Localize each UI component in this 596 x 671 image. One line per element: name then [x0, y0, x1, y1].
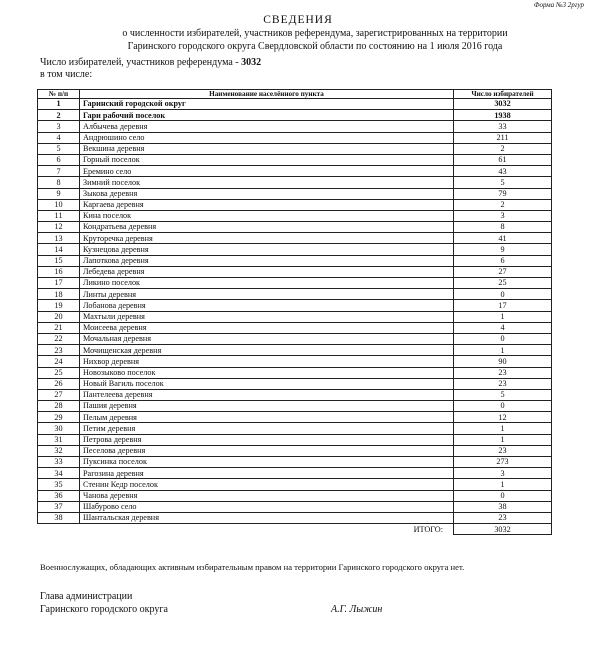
row-number: 31 [38, 434, 80, 445]
table-row [38, 110, 552, 121]
table-row [38, 222, 552, 233]
row-number: 36 [38, 490, 80, 501]
row-settlement: Махтыли деревня [80, 311, 454, 322]
row-number: 9 [38, 188, 80, 199]
row-voters: 27 [454, 266, 552, 277]
table-header-row [38, 90, 552, 99]
row-voters: 2 [454, 199, 552, 210]
total-voters-value: 3032 [241, 57, 262, 68]
row-settlement: Нихвор деревня [80, 356, 454, 367]
row-settlement: Кондратьева деревня [80, 222, 454, 233]
row-number: 25 [38, 367, 80, 378]
row-settlement: Песелова деревня [80, 445, 454, 456]
row-number: 29 [38, 412, 80, 423]
form-number: Форма №3 2ргур [533, 1, 584, 9]
military-note: Военнослужащих, обладающих активным избирательным правом на территории Гаринского городского округа нет. [40, 562, 465, 572]
row-number: 17 [38, 278, 80, 289]
row-number: 14 [38, 244, 80, 255]
table-row [38, 311, 552, 322]
table-row [38, 143, 552, 154]
row-number: 13 [38, 233, 80, 244]
row-settlement: Кузнецова деревня [80, 244, 454, 255]
row-voters: 41 [454, 233, 552, 244]
row-number: 37 [38, 501, 80, 512]
signer-name: А.Г. Лыжин [331, 604, 383, 615]
row-settlement: Андрюшино село [80, 132, 454, 143]
row-settlement: Линты деревня [80, 289, 454, 300]
row-voters: 23 [454, 445, 552, 456]
voters-table [37, 89, 552, 535]
table-row [38, 177, 552, 188]
row-number: 12 [38, 222, 80, 233]
table-row [38, 199, 552, 210]
row-number: 26 [38, 378, 80, 389]
table-row [38, 434, 552, 445]
row-settlement: Шантальская деревня [80, 512, 454, 523]
row-settlement: Новый Вагиль поселок [80, 378, 454, 389]
row-number: 27 [38, 389, 80, 400]
table-row [38, 378, 552, 389]
table-row [38, 289, 552, 300]
table-row [38, 255, 552, 266]
row-number: 16 [38, 266, 80, 277]
row-settlement: Албычева деревня [80, 121, 454, 132]
row-settlement: Чанова деревня [80, 490, 454, 501]
table-row [38, 322, 552, 333]
total-voters-line [40, 57, 261, 68]
row-number: 32 [38, 445, 80, 456]
row-number: 34 [38, 468, 80, 479]
row-voters: 25 [454, 278, 552, 289]
row-number: 3 [38, 121, 80, 132]
table-row [38, 210, 552, 221]
row-settlement: Стенин Кедр поселок [80, 479, 454, 490]
row-voters: 1 [454, 479, 552, 490]
row-voters: 4 [454, 322, 552, 333]
row-voters: 273 [454, 457, 552, 468]
table-row [38, 356, 552, 367]
row-number: 18 [38, 289, 80, 300]
row-voters: 17 [454, 300, 552, 311]
row-settlement: Гари рабочий поселок [80, 110, 454, 121]
row-voters: 38 [454, 501, 552, 512]
table-row [38, 345, 552, 356]
row-settlement: Мочищенская деревня [80, 345, 454, 356]
row-settlement: Пантелеева деревня [80, 389, 454, 400]
row-settlement: Петим деревня [80, 423, 454, 434]
row-settlement: Круторечка деревня [80, 233, 454, 244]
row-voters: 211 [454, 132, 552, 143]
row-voters: 23 [454, 512, 552, 523]
table-row [38, 132, 552, 143]
row-settlement: Пашия деревня [80, 401, 454, 412]
row-settlement: Рагозина деревня [80, 468, 454, 479]
table-row [38, 445, 552, 456]
header-settlement: Наименование населённого пункта [80, 90, 454, 99]
row-voters: 79 [454, 188, 552, 199]
row-settlement: Каргаева деревня [80, 199, 454, 210]
row-number: 28 [38, 401, 80, 412]
row-settlement: Ликино поселок [80, 278, 454, 289]
row-number: 1 [38, 99, 80, 110]
row-number: 38 [38, 512, 80, 523]
row-voters: 0 [454, 490, 552, 501]
table-row [38, 333, 552, 344]
row-voters: 61 [454, 154, 552, 165]
table-row [38, 166, 552, 177]
row-voters: 1 [454, 423, 552, 434]
row-settlement: Лапоткова деревня [80, 255, 454, 266]
row-number: 21 [38, 322, 80, 333]
table-row [38, 468, 552, 479]
row-settlement: Лобанова деревня [80, 300, 454, 311]
row-number: 24 [38, 356, 80, 367]
row-number: 10 [38, 199, 80, 210]
row-settlement: Лебедева деревня [80, 266, 454, 277]
row-settlement: Кина поселок [80, 210, 454, 221]
table-row [38, 412, 552, 423]
row-voters: 1 [454, 345, 552, 356]
row-voters: 0 [454, 333, 552, 344]
row-number: 6 [38, 154, 80, 165]
table-total-row [38, 524, 552, 535]
header-number: № п/п [38, 90, 80, 99]
row-settlement: Зыкова деревня [80, 188, 454, 199]
row-voters: 23 [454, 367, 552, 378]
row-number: 19 [38, 300, 80, 311]
row-voters: 3032 [454, 99, 552, 110]
row-number: 15 [38, 255, 80, 266]
row-voters: 5 [454, 389, 552, 400]
row-settlement: Петрова деревня [80, 434, 454, 445]
row-number: 20 [38, 311, 80, 322]
table-row [38, 512, 552, 523]
row-settlement: Еремино село [80, 166, 454, 177]
table-row [38, 99, 552, 110]
table-row [38, 423, 552, 434]
table-row [38, 121, 552, 132]
row-voters: 1 [454, 434, 552, 445]
document-subtitle: о численности избирателей, участников референдума, зарегистрированных на территории Гаринского городского округа Свердловской области по состоянию на 1 июля 2016 года [122, 28, 508, 52]
row-voters: 1938 [454, 110, 552, 121]
row-settlement: Новозыково поселок [80, 367, 454, 378]
row-voters: 0 [454, 289, 552, 300]
table-row [38, 233, 552, 244]
row-number: 2 [38, 110, 80, 121]
row-number: 30 [38, 423, 80, 434]
row-voters: 23 [454, 378, 552, 389]
total-blank-cell [38, 524, 80, 535]
row-number: 11 [38, 210, 80, 221]
row-settlement: Мочальная деревня [80, 333, 454, 344]
table-row [38, 278, 552, 289]
table-row [38, 389, 552, 400]
row-number: 8 [38, 177, 80, 188]
row-number: 23 [38, 345, 80, 356]
table-row [38, 501, 552, 512]
table-row [38, 457, 552, 468]
row-voters: 3 [454, 468, 552, 479]
row-settlement: Гаринский городской округ [80, 99, 454, 110]
row-number: 33 [38, 457, 80, 468]
row-settlement: Пелым деревня [80, 412, 454, 423]
signature-title-line2: Гаринского городского округа [40, 604, 168, 615]
row-voters: 6 [454, 255, 552, 266]
row-number: 5 [38, 143, 80, 154]
row-voters: 12 [454, 412, 552, 423]
row-voters: 8 [454, 222, 552, 233]
table-row [38, 244, 552, 255]
total-label: ИТОГО: [80, 524, 454, 535]
row-voters: 9 [454, 244, 552, 255]
row-settlement: Зимний поселок [80, 177, 454, 188]
row-number: 4 [38, 132, 80, 143]
including-label: в том числе: [40, 69, 93, 80]
total-voters-label: Число избирателей, участников референдума - [40, 57, 242, 68]
table-row [38, 188, 552, 199]
row-voters: 3 [454, 210, 552, 221]
table-row [38, 401, 552, 412]
row-voters: 90 [454, 356, 552, 367]
row-voters: 1 [454, 311, 552, 322]
document-title: СВЕДЕНИЯ [263, 14, 333, 26]
signature-title-line1: Глава администрации [40, 591, 133, 602]
total-value: 3032 [454, 524, 552, 535]
row-settlement: Горный поселок [80, 154, 454, 165]
table-row [38, 266, 552, 277]
row-voters: 43 [454, 166, 552, 177]
table-row [38, 367, 552, 378]
row-settlement: Моисеева деревня [80, 322, 454, 333]
table-body [38, 99, 552, 535]
row-settlement: Шабурово село [80, 501, 454, 512]
table-row [38, 300, 552, 311]
row-number: 22 [38, 333, 80, 344]
table-row [38, 479, 552, 490]
row-voters: 0 [454, 401, 552, 412]
row-voters: 5 [454, 177, 552, 188]
row-settlement: Векшина деревня [80, 143, 454, 154]
header-voters: Число избирателей [454, 90, 552, 99]
row-number: 7 [38, 166, 80, 177]
row-voters: 33 [454, 121, 552, 132]
row-settlement: Пуксинка поселок [80, 457, 454, 468]
row-number: 35 [38, 479, 80, 490]
row-voters: 2 [454, 143, 552, 154]
table-row [38, 490, 552, 501]
table-row [38, 154, 552, 165]
